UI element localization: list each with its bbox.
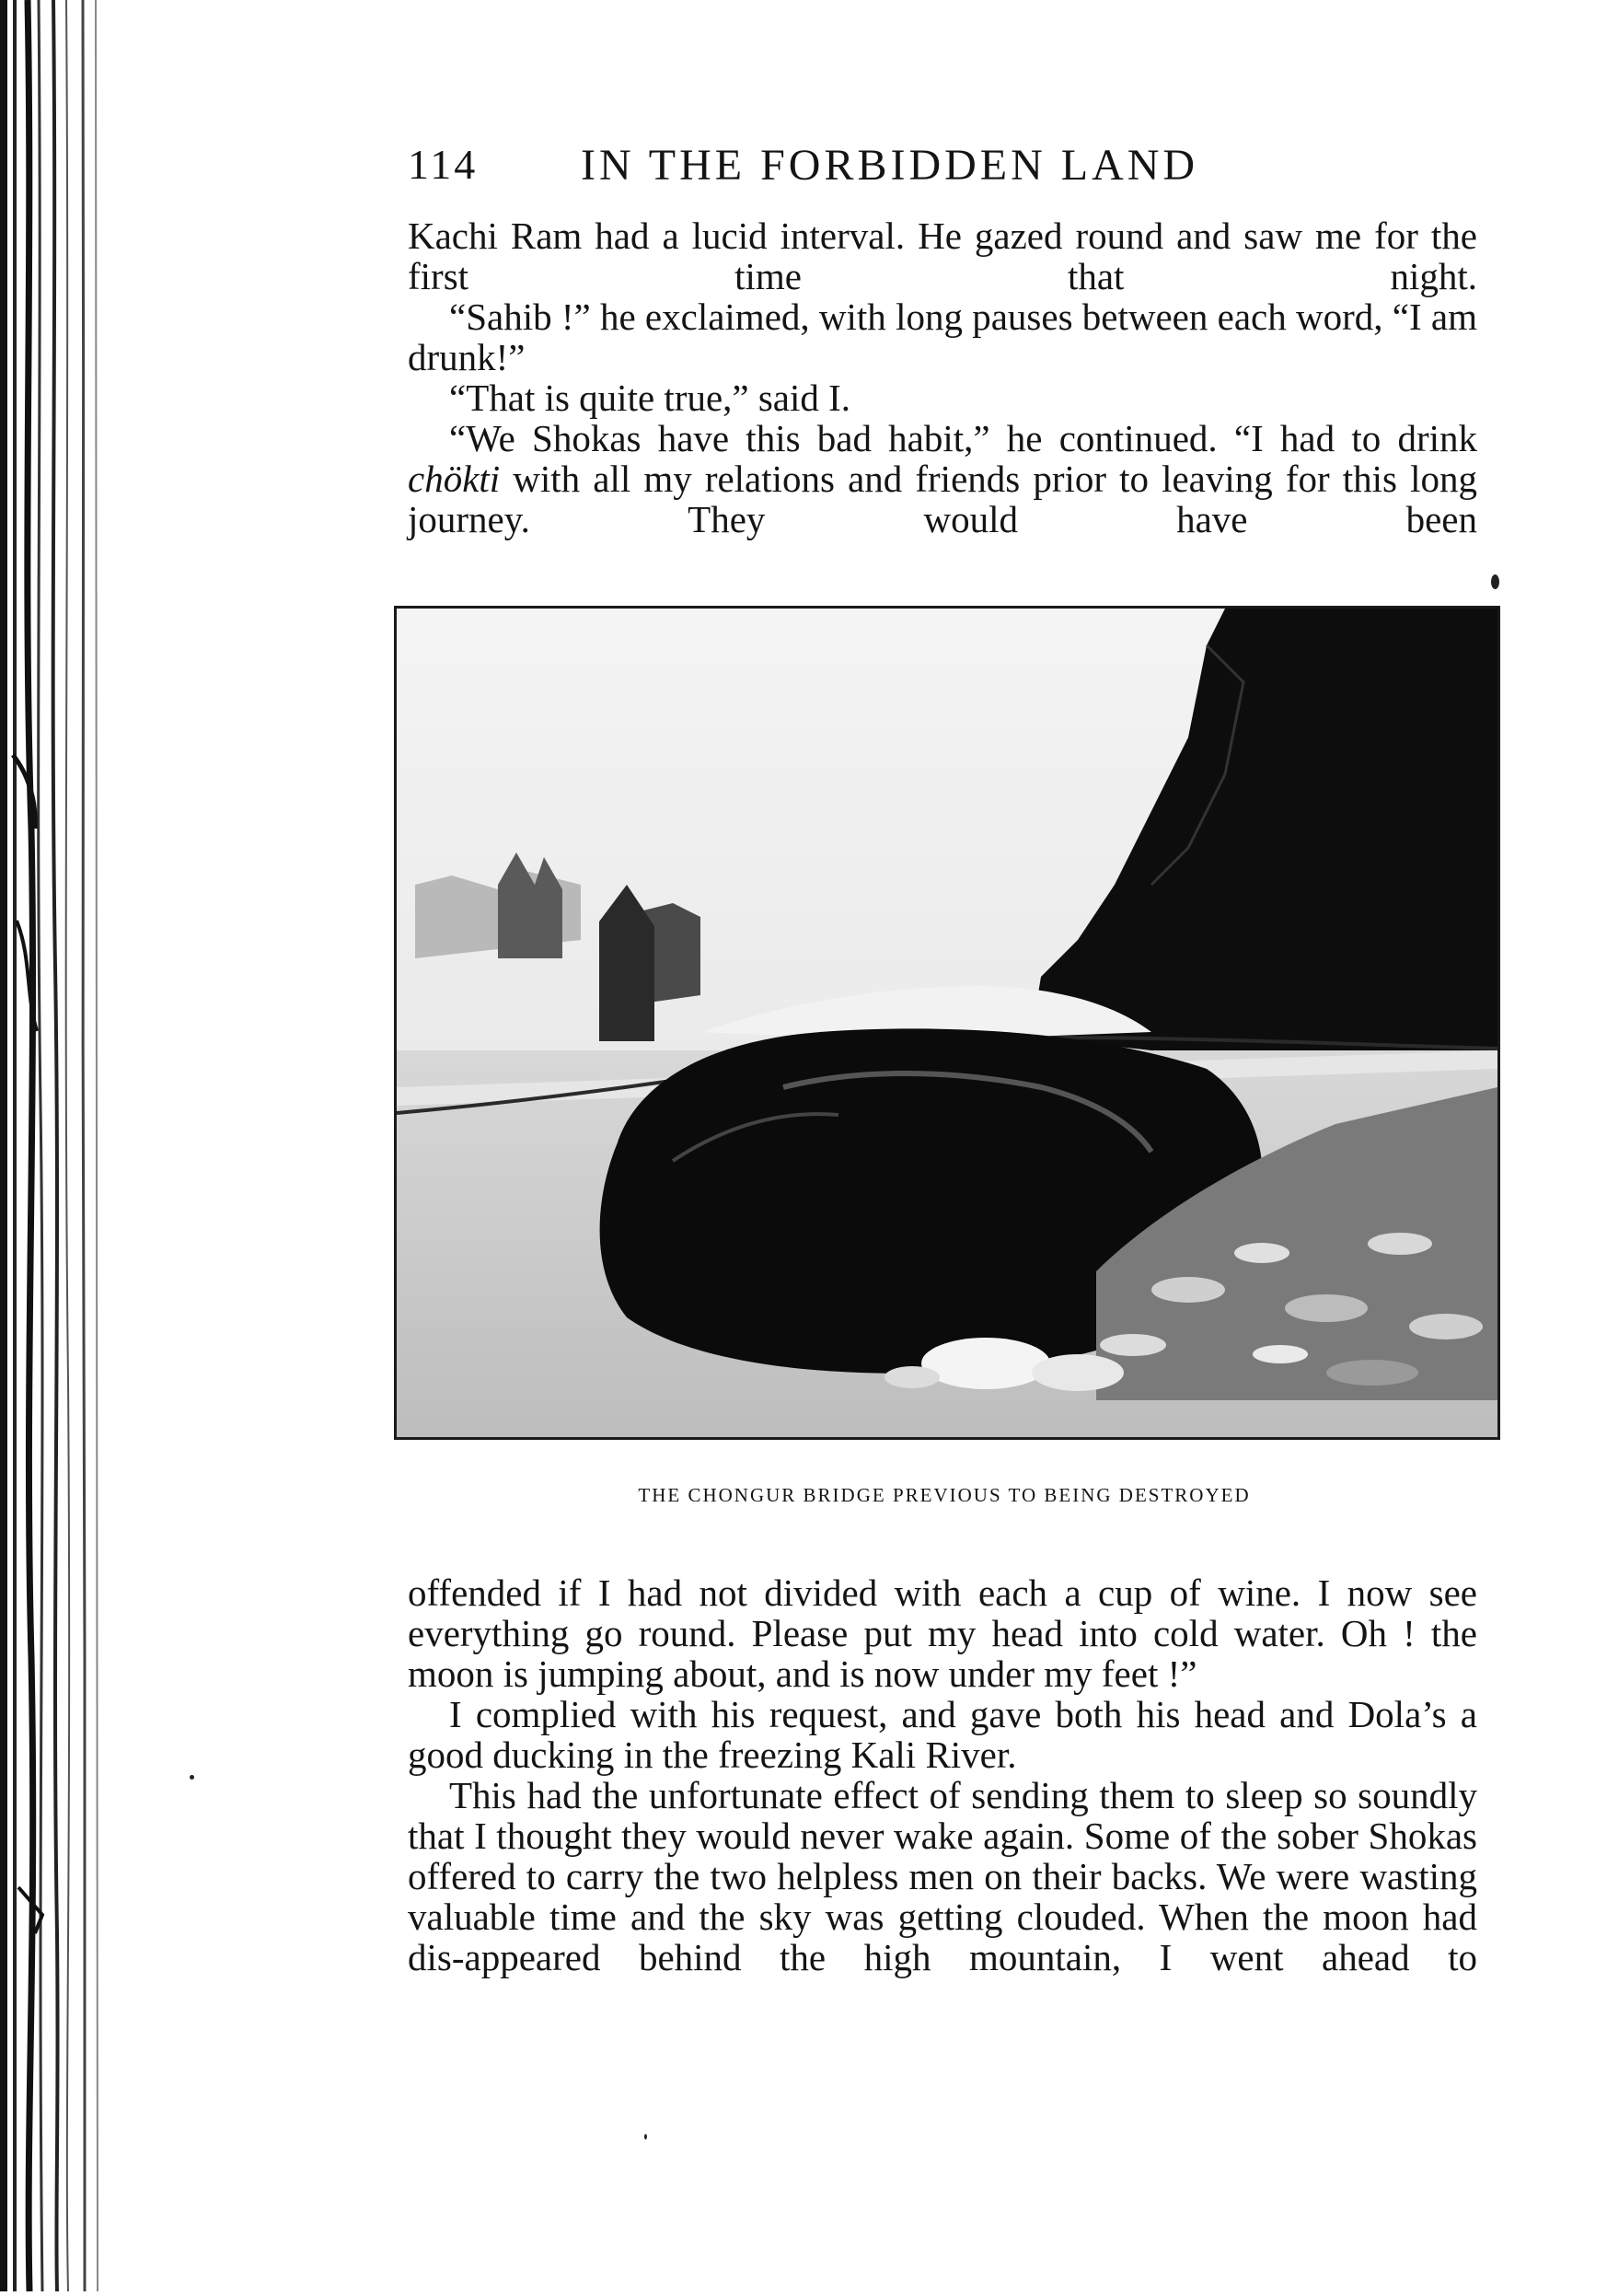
- text-block-after-figure: [408, 1572, 1477, 1977]
- running-header: [408, 140, 1494, 204]
- page-number: 114: [408, 141, 479, 188]
- paragraph: This had the unfortunate effect of sending them to sleep so soundly that I thought they would never wake again. Some of the sober Shokas offered to carry the two helpless men on their backs. We were wasting valuable time and the sky was getting clouded. When the moon had dis-appeared behind the high mountain, I went ahead to: [408, 1774, 1477, 1978]
- paragraph: “That is quite true,” said I.: [449, 377, 851, 419]
- text-block-before-figure: [408, 215, 1477, 539]
- paragraph: [408, 418, 1477, 539]
- paragraph: “Sahib !” he exclaimed, with long pauses between each word, “I am drunk!”: [408, 296, 1477, 378]
- paragraph: offended if I had not divided with each a cup of wine. I now see everything go round. Please put my head into cold water. Oh ! the moon is jumping about, and is now under my feet !”: [408, 1571, 1477, 1695]
- photograph-figure: [394, 606, 1500, 1440]
- paragraph: Kachi Ram had a lucid interval. He gazed round and saw me for the first time that night.: [408, 215, 1477, 297]
- text-run: with all my relations and friends prior to leaving for this long journey. They would have been: [408, 458, 1477, 540]
- bridge-photograph: [397, 609, 1497, 1437]
- text-run: “We Shokas have this bad habit,” he continued. “I had to drink: [449, 417, 1477, 459]
- figure-caption: THE CHONGUR BRIDGE PREVIOUS TO BEING DESTROYED: [638, 1484, 1251, 1506]
- running-title: IN THE FORBIDDEN LAND: [581, 141, 1199, 190]
- italic-word: chökti: [408, 458, 501, 500]
- book-spine-edge: [0, 0, 120, 2291]
- ink-speck: [190, 1775, 194, 1780]
- paragraph: I complied with his request, and gave both his head and Dola’s a good ducking in the freezing Kali River.: [408, 1693, 1477, 1776]
- ink-speck: [644, 2134, 647, 2139]
- ink-speck: [1491, 574, 1499, 589]
